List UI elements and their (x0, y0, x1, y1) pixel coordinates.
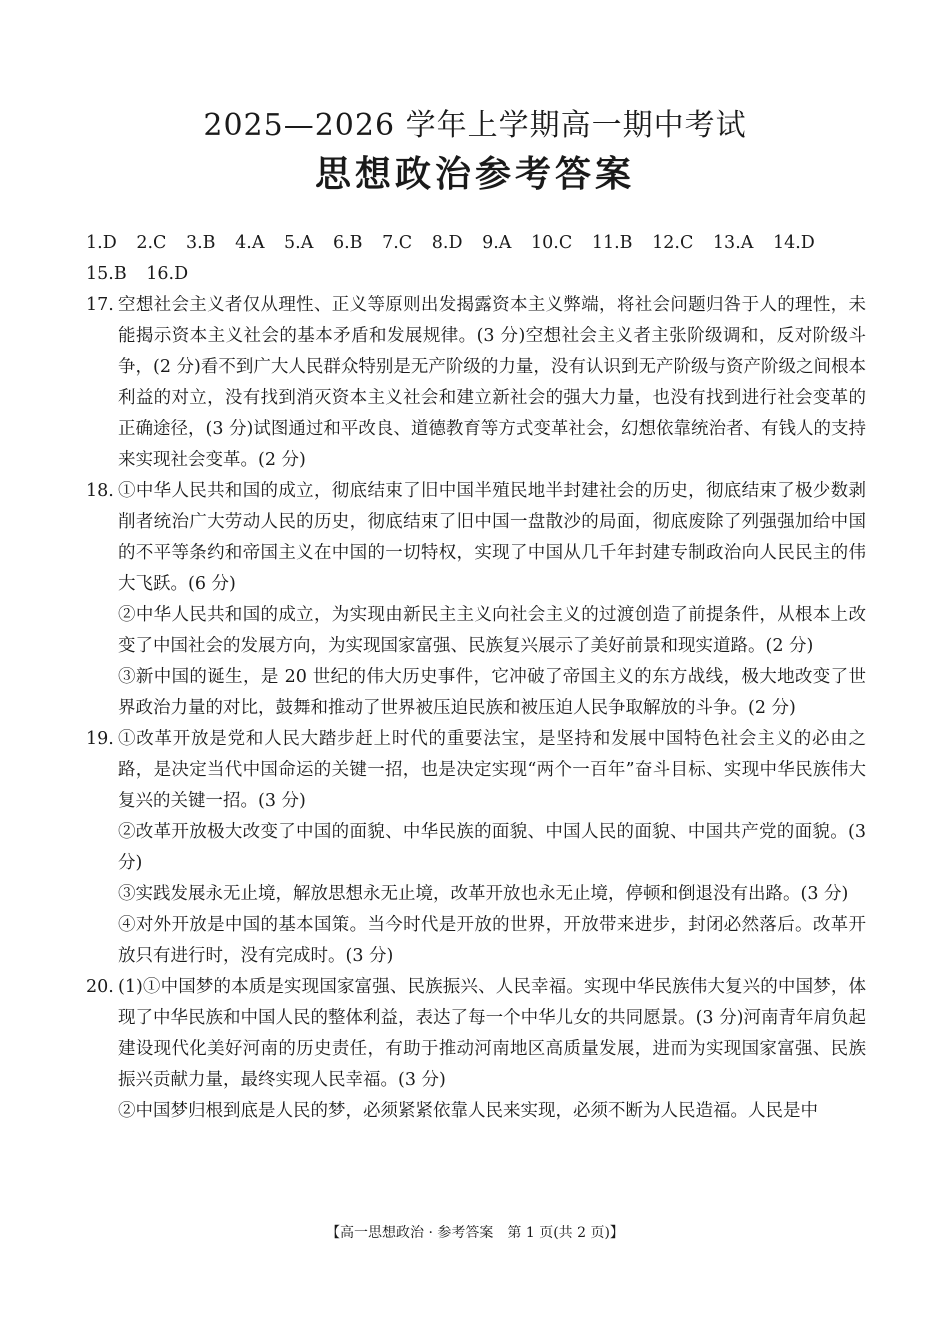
question-17-answer (86, 290, 866, 476)
mc-answer: 14.D (772, 233, 815, 253)
question-number: 19. (86, 729, 114, 749)
mc-answer: 5.A (284, 233, 314, 253)
mc-answer: 12.C (652, 233, 694, 253)
answer-paragraph: (1)①中国梦的本质是实现国家富强、民族振兴、人民幸福。实现中华民族伟大复兴的中国梦，体现了中华民族和中国人民的整体利益，表达了每一个中华儿女的共同愿景。(3 分)河南青年肩负起建设现代化美好河南的历史责任，有助于推动河南地区高质量发展，进而为实现国家富强、民族振兴贡献力量，最终实现人民幸福。(3 分) (118, 977, 866, 1090)
mc-answer: 10.C (531, 233, 573, 253)
mc-answer: 8.D (431, 233, 463, 253)
question-20-answer (86, 972, 866, 1127)
answer-paragraph: ③新中国的诞生，是 20 世纪的伟大历史事件，它冲破了帝国主义的东方战线，极大地改变了世界政治力量的对比，鼓舞和推动了世界被压迫民族和被压迫人民争取解放的斗争。(2 分) (118, 667, 866, 718)
answer-paragraph: ④对外开放是中国的基本国策。当今时代是开放的世界，开放带来进步，封闭必然落后。改革开放只有进行时，没有完成时。(3 分) (118, 915, 866, 966)
mc-answer: 6.B (332, 233, 363, 253)
answer-key-title: 思想政治参考答案 (314, 153, 635, 195)
answer-content (86, 228, 866, 1127)
mc-answer: 16.D (146, 264, 189, 284)
mc-answer: 11.B (591, 233, 633, 253)
question-19-answer (86, 724, 866, 972)
exam-title: 2025—2026 学年上学期高一期中考试 (203, 108, 747, 143)
answer-paragraph: ①中华人民共和国的成立，彻底结束了旧中国半殖民地半封建社会的历史，彻底结束了极少数剥削者统治广大劳动人民的历史，彻底结束了旧中国一盘散沙的局面，彻底废除了列强强加给中国的不平等条约和帝国主义在中国的一切特权，实现了中国从几千年封建专制政治向人民民主的伟大飞跃。(6 分) (118, 481, 866, 594)
page-footer: 【高一思想政治 · 参考答案 第 1 页(共 2 页)】 (326, 1225, 624, 1241)
answer-paragraph: 空想社会主义者仅从理性、正义等原则出发揭露资本主义弊端，将社会问题归咎于人的理性，未能揭示资本主义社会的基本矛盾和发展规律。(3 分)空想社会主义者主张阶级调和，反对阶级斗争，(2 分)看不到广大人民群众特别是无产阶级的力量，没有认识到无产阶级与资产阶级之间根本利益的对立，没有找到消灭资本主义社会和建立新社会的强大力量，也没有找到进行社会变革的正确途径，(3 分)试图通过和平改良、道德教育等方式变革社会，幻想依靠统治者、有钱人的支持来实现社会变革。(2 分) (118, 295, 866, 470)
answer-paragraph: ③实践发展永无止境，解放思想永无止境，改革开放也永无止境，停顿和倒退没有出路。(3 分) (118, 884, 849, 904)
answer-paragraph: ②中华人民共和国的成立，为实现由新民主主义向社会主义的过渡创造了前提条件，从根本上改变了中国社会的发展方向，为实现国家富强、民族复兴展示了美好前景和现实道路。(2 分) (118, 605, 866, 656)
answer-paragraph: ②改革开放极大改变了中国的面貌、中华民族的面貌、中国人民的面貌、中国共产党的面貌。(3 分) (118, 822, 866, 873)
mc-answer: 13.A (712, 233, 754, 253)
mc-answer: 4.A (235, 233, 265, 253)
mc-answer: 3.B (185, 233, 216, 253)
mc-answer: 1.D (86, 233, 117, 253)
mc-answer: 7.C (382, 233, 413, 253)
answer-paragraph: ①改革开放是党和人民大踏步赶上时代的重要法宝，是坚持和发展中国特色社会主义的必由之路，是决定当代中国命运的关键一招，也是决定实现“两个一百年”奋斗目标、实现中华民族伟大复兴的关键一招。(3 分) (118, 729, 866, 811)
answer-paragraph: ②中国梦归根到底是人民的梦，必须紧紧依靠人民来实现，必须不断为人民造福。人民是中 (118, 1101, 818, 1121)
question-18-answer (86, 476, 866, 724)
question-number: 20. (86, 977, 114, 997)
multiple-choice-answers (86, 228, 866, 290)
mc-answer: 15.B (86, 264, 127, 284)
question-number: 18. (86, 481, 114, 501)
question-number: 17. (86, 295, 114, 315)
mc-answer: 2.C (136, 233, 167, 253)
mc-answer: 9.A (482, 233, 512, 253)
